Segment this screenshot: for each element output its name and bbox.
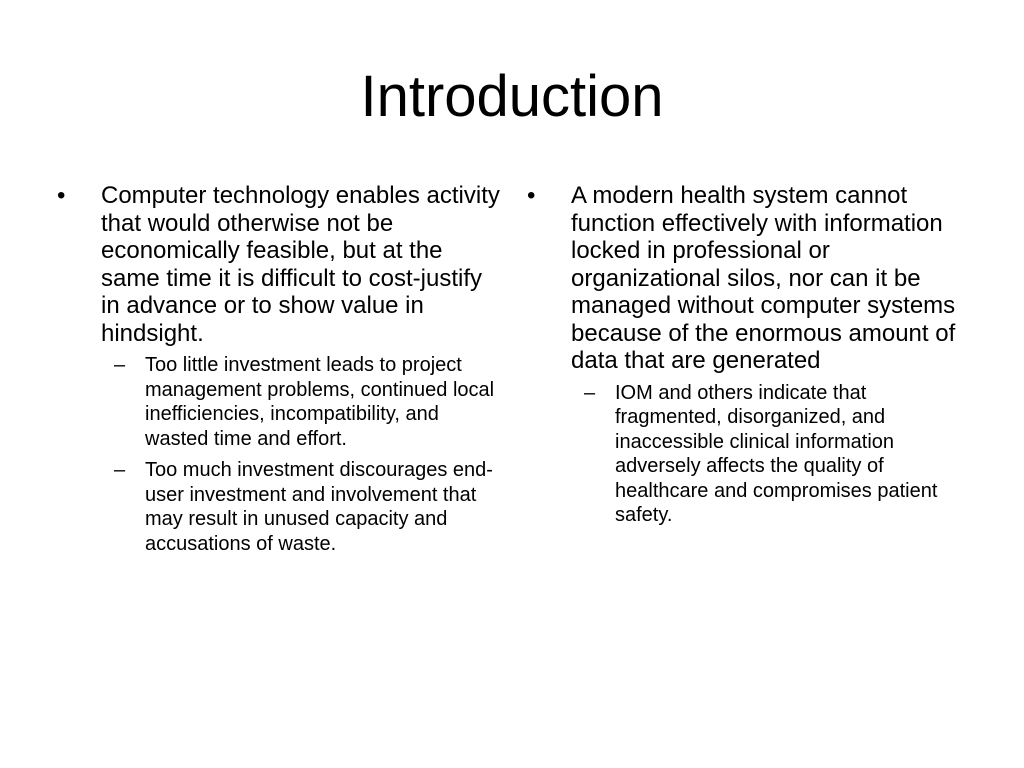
left-sub-item-2-text: Too much investment discourages end-user investment and involvement that may result in unused capacity and accusations of waste. — [145, 459, 493, 555]
right-sub-item-1 — [527, 381, 967, 528]
slide-title: Introduction — [360, 64, 664, 129]
right-sub-item-1-text: IOM and others indicate that fragmented, disorganized, and inaccessible clinical information adversely affects the quality of healthcare and compromises patient safety. — [615, 381, 938, 526]
left-sub-item-1-text: Too little investment leads to project management problems, continued local inefficiencies, incompatibility, and wasted time and effort. — [145, 354, 495, 450]
left-column — [57, 182, 505, 563]
dash-marker: – — [114, 354, 126, 376]
dash-marker: – — [114, 459, 126, 481]
bullet-marker: • — [57, 182, 66, 209]
left-sub-item-1 — [57, 353, 505, 451]
left-bullet — [57, 182, 505, 347]
bullet-marker: • — [527, 182, 536, 209]
right-bullet-text: A modern health system cannot function effectively with information locked in professional or organizational silos, nor can it be managed without computer systems because of the enormous amount of data that are generated — [571, 182, 956, 374]
right-bullet — [527, 182, 967, 375]
right-column — [527, 182, 967, 535]
left-bullet-text: Computer technology enables activity that would otherwise not be economically feasible, but at the same time it is difficult to cost-justify in advance or to show value in hindsight. — [101, 182, 500, 347]
dash-marker: – — [584, 381, 596, 404]
left-sub-item-2 — [57, 458, 505, 556]
